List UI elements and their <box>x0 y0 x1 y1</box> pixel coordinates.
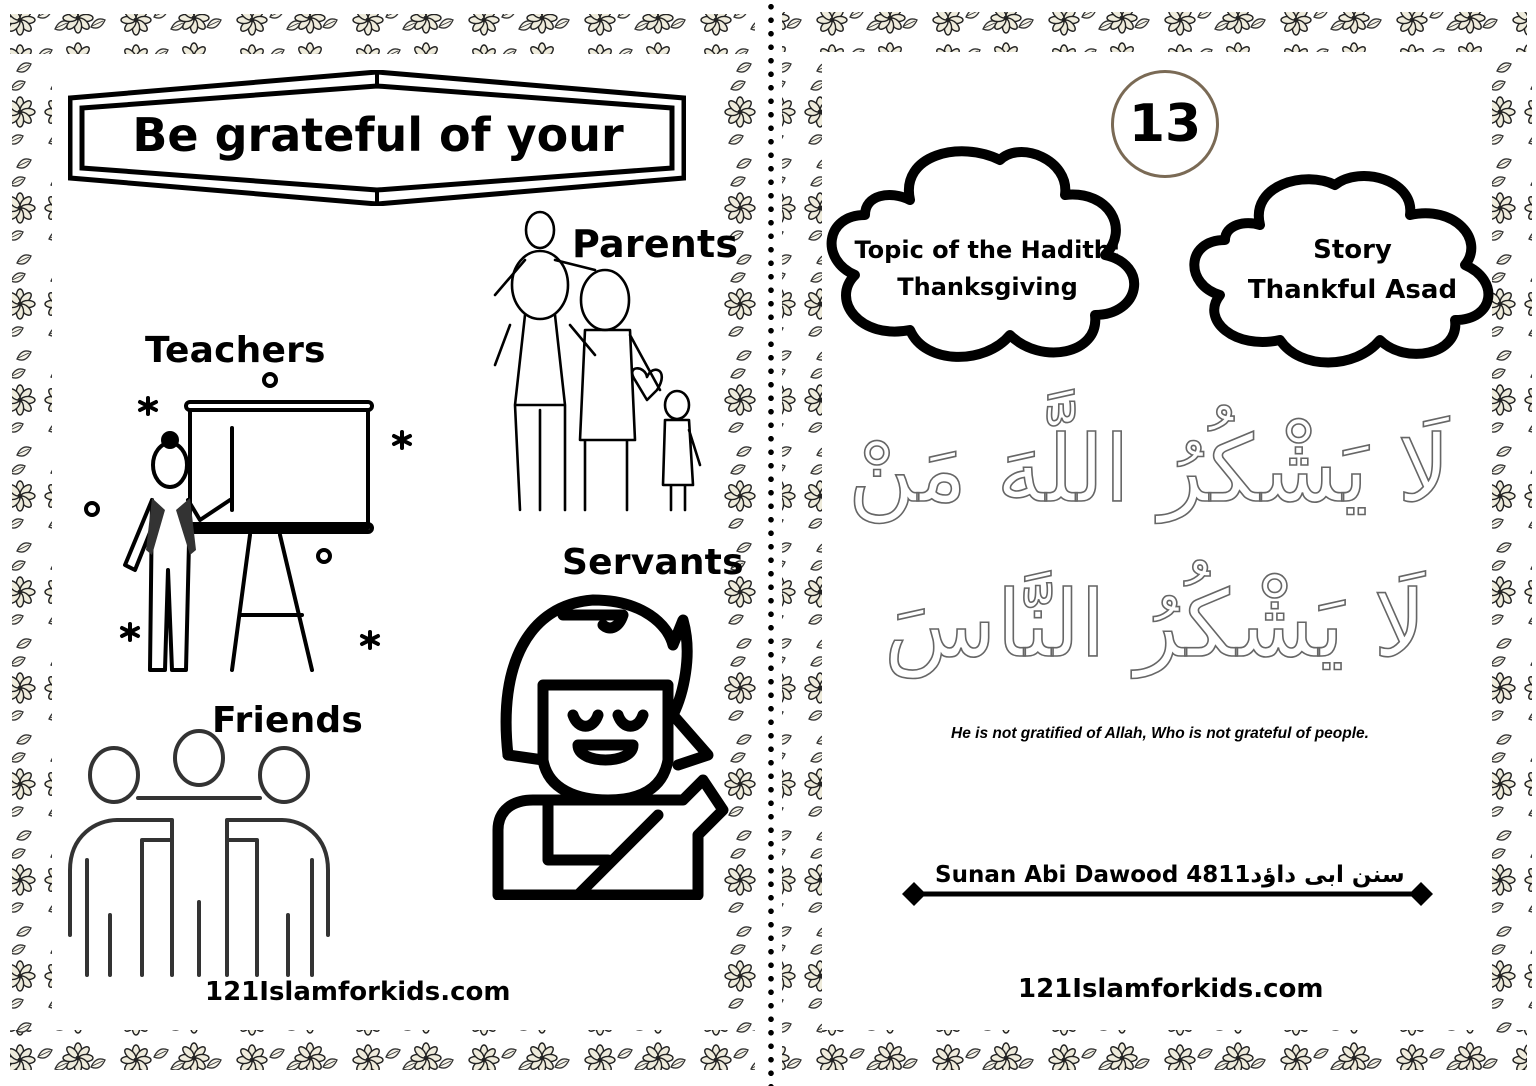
hadith-arabic-line-1: لَا يَشْكُرُ اللَّهَ مَنْ <box>847 416 1450 523</box>
story-heading: Story <box>1313 235 1392 265</box>
label-parents: Parents <box>572 222 739 266</box>
topic-cloud <box>845 232 1130 306</box>
teacher-board-icon <box>80 370 430 680</box>
hadith-source: Sunan Abi Dawood 4811سنن ابی داؤد <box>935 862 1405 888</box>
story-cloud <box>1230 230 1475 310</box>
hadith-translation: He is not gratified of Allah, Who is not grateful of people. <box>951 725 1369 742</box>
label-teachers: Teachers <box>145 330 326 371</box>
lesson-number-badge: 13 <box>1111 70 1219 178</box>
website-footer-right: 121Islamforkids.com <box>1018 974 1324 1004</box>
family-icon <box>485 205 715 515</box>
housekeeper-icon <box>468 585 733 900</box>
hadith-arabic-line-2: لَا يَشْكُرُ النَّاسَ <box>884 571 1426 678</box>
label-friends: Friends <box>212 700 364 741</box>
topic-value: Thanksgiving <box>897 273 1078 301</box>
topic-heading: Topic of the Hadith: <box>854 236 1121 264</box>
website-footer-left: 121Islamforkids.com <box>205 977 511 1007</box>
page-title: Be grateful of your <box>132 108 624 162</box>
label-servants: Servants <box>562 542 744 583</box>
story-title: Thankful Asad <box>1247 275 1458 305</box>
friends-group-icon <box>62 720 352 980</box>
